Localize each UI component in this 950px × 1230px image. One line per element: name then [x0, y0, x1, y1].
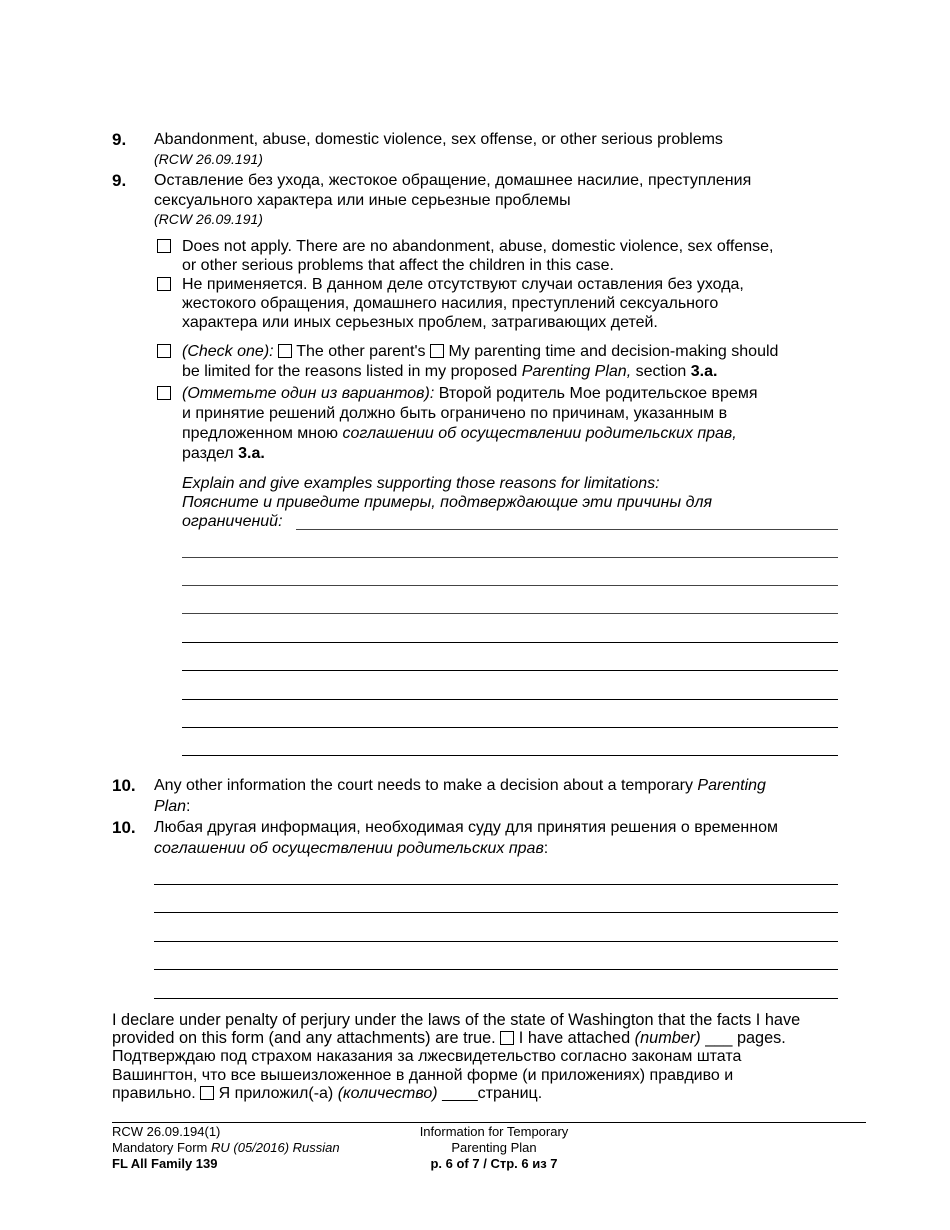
does-not-apply-checkbox[interactable]: [157, 239, 171, 253]
declaration-ru-1: Подтверждаю под страхом наказания за лжесвидетельство согласно законам штата: [112, 1048, 742, 1065]
plan-term: Plan: [154, 798, 187, 815]
option-1-ru-line-3: характера или иных серьезных проблем, затрагивающих детей.: [182, 314, 658, 331]
check-one-ru-label: (Отметьте один из вариантов):: [182, 385, 435, 402]
colon: :: [186, 798, 191, 815]
footer-form-label: Mandatory Form: [112, 1140, 208, 1155]
footer-title-2: Parenting Plan: [451, 1140, 537, 1155]
declaration-ru-3: [112, 1084, 542, 1104]
option-2-en-text: be limited for the reasons listed in my proposed: [182, 363, 518, 380]
explain-answer-line[interactable]: [182, 699, 838, 700]
attached-pages-ru-checkbox[interactable]: [200, 1086, 214, 1100]
attached-pages-checkbox[interactable]: [500, 1031, 514, 1045]
option-2-ru-line-2: и принятие решений должно быть ограничено по причинам, указанным в: [182, 405, 728, 422]
explain-answer-line[interactable]: [182, 585, 838, 586]
footer-page-number: p. 6 of 7 / Стр. 6 из 7: [430, 1156, 558, 1171]
footer-form-line: [112, 1140, 340, 1156]
check-one-label: (Check one):: [182, 343, 274, 360]
other-info-answer-line[interactable]: [154, 941, 838, 942]
explain-en: Explain and give examples supporting those reasons for limitations:: [182, 475, 660, 492]
option-2-ru-text-1: Второй родитель Мое родительское время: [438, 385, 758, 402]
item-10-en-line-2: [154, 797, 190, 817]
option-2-ru-line-3: [182, 424, 737, 444]
does-not-apply-ru-checkbox[interactable]: [157, 277, 171, 291]
footer-form-version: RU (05/2016) Russian: [211, 1140, 340, 1155]
number-label-ru: (количество): [337, 1085, 438, 1102]
colon-ru: :: [543, 840, 549, 857]
parenting-plan-term-ru-2: соглашении об осуществлении родительских прав: [154, 840, 544, 857]
other-info-answer-line[interactable]: [154, 884, 838, 885]
my-parenting-label: My parenting time and decision-making should: [448, 343, 779, 360]
my-parenting-checkbox[interactable]: [430, 344, 444, 358]
explain-answer-line[interactable]: [182, 613, 838, 614]
item-9-cite-en: (RCW 26.09.191): [154, 151, 263, 167]
option-1-en-line-1: Does not apply. There are no abandonment, abuse, domestic violence, sex offense,: [182, 238, 774, 255]
item-9-cite-ru: (RCW 26.09.191): [154, 211, 263, 227]
option-2-en-line-2: [182, 362, 717, 382]
explain-ru-1: Поясните и приведите примеры, подтверждающие эти причины для: [182, 494, 713, 511]
option-2-ru-line-1: [182, 384, 757, 404]
check-one-ru-checkbox[interactable]: [157, 386, 171, 400]
item-10-en-line-1: [154, 776, 766, 796]
other-info-answer-line[interactable]: [154, 912, 838, 913]
explain-answer-line[interactable]: [182, 727, 838, 728]
item-10-en-text: Any other information the court needs to make a decision about a temporary: [154, 777, 693, 794]
item-10-ru-line-1: Любая другая информация, необходимая суду для принятия решения о временном: [154, 819, 778, 836]
declaration-en-2: [112, 1028, 786, 1048]
item-10-number-ru: 10.: [112, 818, 136, 837]
parenting-term: Parenting: [697, 777, 766, 794]
other-info-answer-line[interactable]: [154, 998, 838, 999]
option-2-ru-text-3: предложенном мною: [182, 425, 339, 442]
declaration-en-1: I declare under penalty of perjury under the laws of the state of Washington that the facts I have: [112, 1011, 801, 1029]
item-10-number: 10.: [112, 776, 136, 795]
other-parent-checkbox[interactable]: [278, 344, 292, 358]
section-word: section: [635, 363, 687, 380]
footer-rcw: RCW 26.09.194(1): [112, 1124, 221, 1139]
explain-answer-line[interactable]: [182, 642, 838, 643]
footer-center: [394, 1124, 594, 1172]
option-2-ru-line-4: [182, 444, 265, 464]
parenting-plan-term-ru: соглашении об осуществлении родительских прав,: [342, 425, 737, 442]
item-9-number: 9.: [112, 130, 127, 149]
item-9-title-en: Abandonment, abuse, domestic violence, sex offense, or other serious problems: [154, 131, 723, 148]
explain-answer-line[interactable]: [182, 670, 838, 671]
item-9-title-ru-2: сексуального характера или иные серьезные проблемы: [154, 192, 571, 209]
declaration-ru-text: правильно.: [112, 1085, 196, 1102]
option-1-ru-line-2: жестокого обращения, домашнего насилия, преступлений сексуального: [182, 295, 719, 312]
declaration-en-text: provided on this form (and any attachments) are true.: [112, 1029, 496, 1047]
explain-answer-line[interactable]: [182, 755, 838, 756]
other-info-answer-line[interactable]: [154, 969, 838, 970]
section-ref: 3.a.: [690, 363, 718, 380]
item-9-title-ru-1: Оставление без ухода, жестокое обращение, домашнее насилие, преступления: [154, 172, 752, 189]
footer-form-id: FL All Family 139: [112, 1156, 218, 1171]
item-10-ru-line-2: [154, 839, 548, 859]
explain-ru-2: ограничений:: [182, 513, 283, 530]
option-1-ru-line-1: Не применяется. В данном деле отсутствуют случаи оставления без ухода,: [182, 276, 744, 293]
explain-answer-line[interactable]: [296, 529, 838, 530]
item-9-number-ru: 9.: [112, 171, 127, 190]
footer-left: [112, 1124, 340, 1172]
footer-divider: [112, 1122, 866, 1123]
option-1-en-line-2: or other serious problems that affect the children in this case.: [182, 257, 614, 274]
option-2-en-line-1: [182, 342, 778, 362]
attached-label-ru: Я приложил(-а): [218, 1085, 334, 1102]
other-parent-label: The other parent's: [296, 343, 426, 360]
attached-label: I have attached: [518, 1029, 631, 1047]
explain-answer-line[interactable]: [182, 557, 838, 558]
number-label: (number): [634, 1029, 701, 1047]
check-one-checkbox[interactable]: [157, 344, 171, 358]
section-ref-ru: 3.a.: [238, 445, 265, 462]
pages-label-ru: ____страниц.: [442, 1085, 543, 1102]
section-word-ru: раздел: [182, 445, 234, 462]
declaration-ru-2: Вашингтон, что все вышеизложенное в данной форме (и приложениях) правдиво и: [112, 1067, 734, 1084]
pages-label: ___ pages.: [705, 1029, 786, 1047]
footer-title-1: Information for Temporary: [419, 1124, 569, 1139]
parenting-plan-term: Parenting Plan,: [521, 363, 632, 380]
